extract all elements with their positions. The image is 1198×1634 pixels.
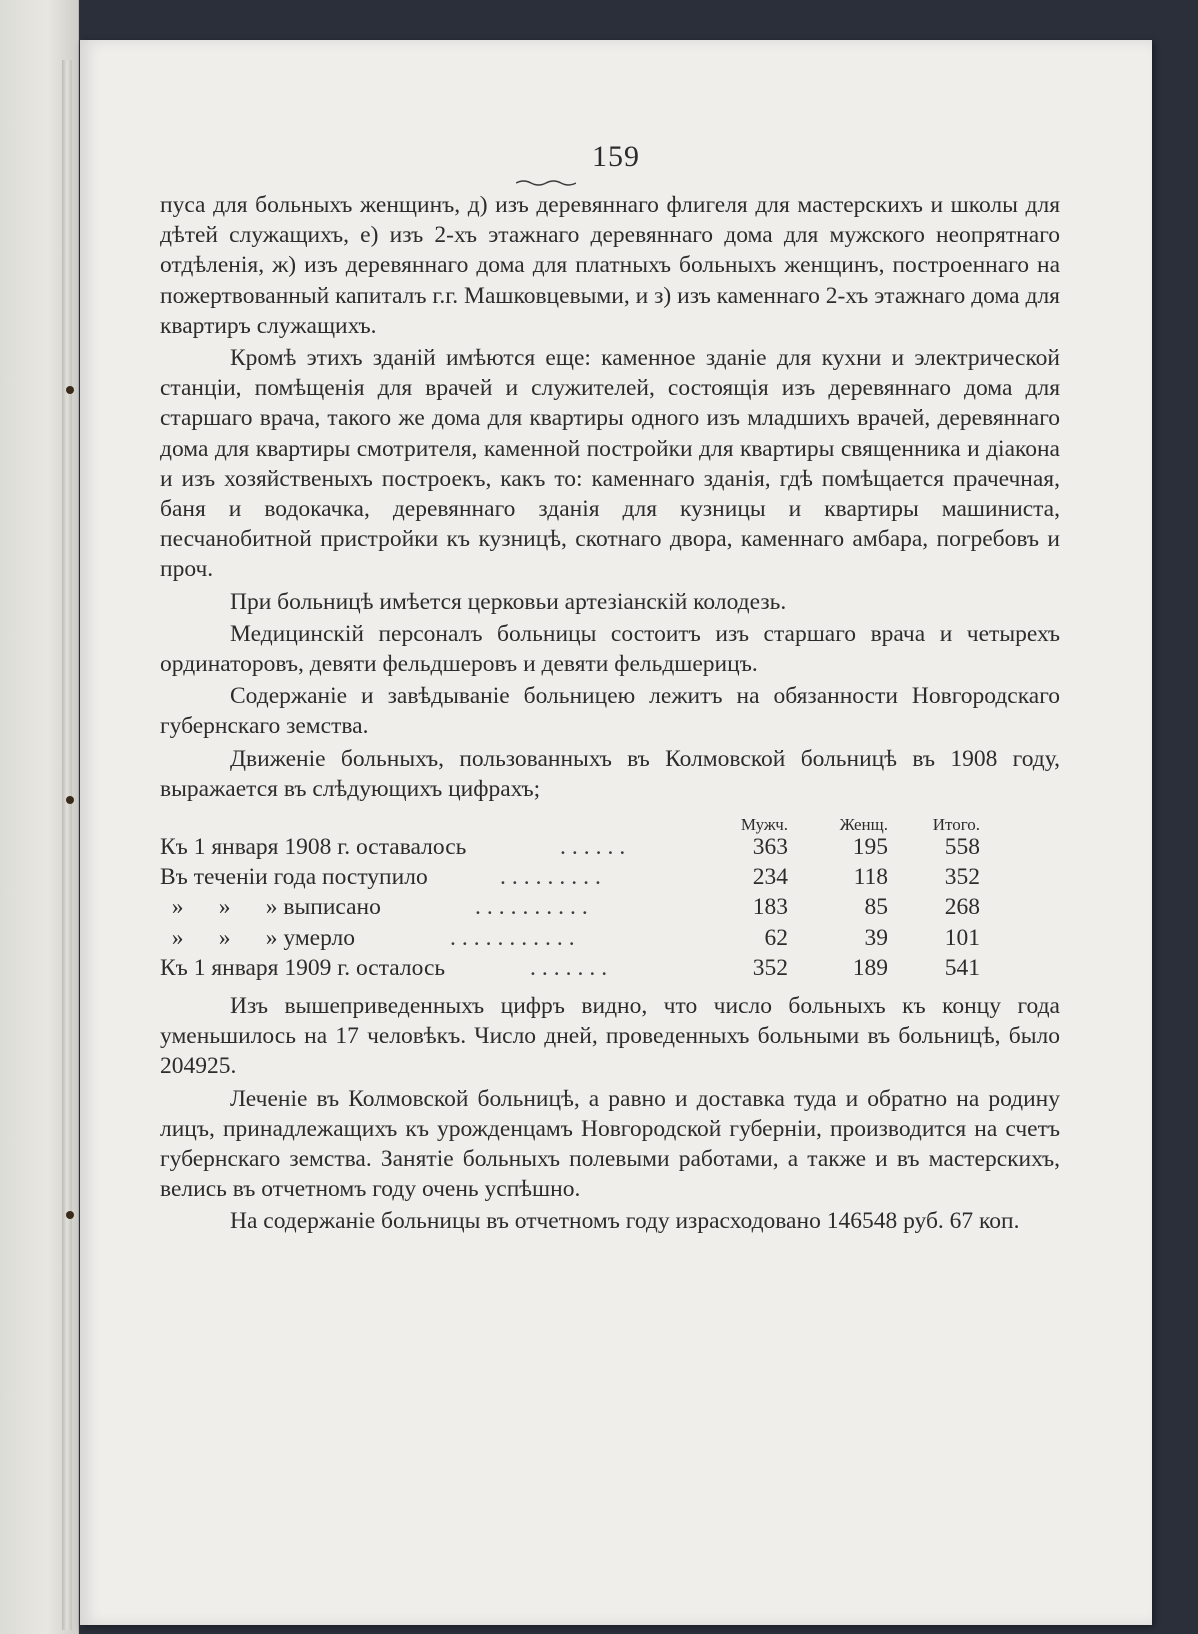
row-label: Къ 1 января 1908 г. оставалось <box>160 834 467 861</box>
paragraph: При больницѣ имѣется церковьи артезіанскій колодезь. <box>230 588 787 615</box>
cell-total: 558 <box>944 834 980 861</box>
paragraph: Движеніе больныхъ, пользованныхъ въ Колмовской больницѣ въ 1908 году, выражается въ слѣдующихъ цифрахъ; <box>160 745 1060 802</box>
row-label: Къ 1 января 1909 г. осталось <box>160 954 446 981</box>
row-label: Въ теченіи года поступило <box>160 864 428 891</box>
row-leader-dots: ........... <box>450 924 581 951</box>
patient-movement-table <box>160 806 1060 983</box>
paragraph: На содержаніе больницы въ отчетномъ году израсходовано 146548 руб. 67 коп. <box>230 1208 1020 1235</box>
paragraph: Леченіе въ Колмовской больницѣ, а равно и доставка туда и обратно на родину лицъ, принадлежащихъ къ урожденцамъ Новгородской губерніи, производится на счетъ губернскаго земства. Занятіе больныхъ полевыми работами, а также и въ мастерскихъ, велись въ отчетномъ году очень успѣшно. <box>160 1085 1060 1203</box>
cell-female: 39 <box>864 924 888 951</box>
header-male: Мужч. <box>740 815 788 835</box>
row-label: » » » выписано <box>160 894 381 921</box>
cell-female: 189 <box>852 954 888 981</box>
binding-hole <box>66 1211 74 1219</box>
page-number-ornament <box>516 179 576 187</box>
body-text <box>160 190 1060 1237</box>
row-leader-dots: ....... <box>530 954 614 981</box>
paragraph: пуса для больныхъ женщинъ, д) изъ деревяннаго флигеля для мастерскихъ и школы для дѣтей служащихъ, е) изъ 2-хъ этажнаго деревяннаго дома для мужского неопрятнаго отдѣленія, ж) изъ деревяннаго дома для платныхъ больныхъ женщинъ, построеннаго на пожертвованный капиталъ г.г. Машковцевыми, и з) изъ каменнаго 2-хъ этажнаго дома для квартиръ служащихъ. <box>160 192 1060 339</box>
binding-hole <box>66 386 74 394</box>
cell-total: 352 <box>944 864 980 891</box>
cell-male: 234 <box>752 864 788 891</box>
header-female: Женщ. <box>839 815 888 835</box>
paragraph: Изъ вышеприведенныхъ цифръ видно, что число больныхъ къ концу года уменьшилось на 17 человѣкъ. Число дней, проведенныхъ больными въ больницѣ, было 204925. <box>160 993 1060 1080</box>
cell-total: 101 <box>944 924 980 951</box>
paragraph: Кромѣ этихъ зданій имѣются еще: каменное зданіе для кухни и электрической станціи, помѣщенія для врачей и служителей, состоящія изъ деревяннаго дома для старшаго врача, такого же дома для квартиры одного изъ младшихъ врачей, деревяннаго дома для квартиры смотрителя, каменной постройки для квартиры священника и діакона и изъ хозяйственыхъ построекъ, какъ то: каменнаго зданія, гдѣ помѣщается прачечная, баня и водокачка, деревяннаго зданія для кузницы и квартиры машиниста, песчанобитной пристройки къ кузницѣ, скотнаго двора, каменнаго амбара, погребовъ и проч. <box>160 345 1060 583</box>
table-row <box>160 832 1060 862</box>
cell-total: 268 <box>944 894 980 921</box>
cell-male: 352 <box>752 954 788 981</box>
binding-strip <box>62 60 72 1630</box>
cell-female: 85 <box>864 894 888 921</box>
page-number: 159 <box>592 140 640 173</box>
row-label: » » » умерло <box>160 924 356 951</box>
table-row <box>160 953 1060 983</box>
paragraph: Содержаніе и завѣдываніе больницею лежитъ на обязанности Новгородскаго губернскаго земства. <box>160 683 1060 740</box>
row-leader-dots: ...... <box>560 834 632 861</box>
cell-female: 118 <box>853 864 888 891</box>
table-header <box>160 806 1060 835</box>
cell-total: 541 <box>944 954 980 981</box>
binding-hole <box>66 796 74 804</box>
cell-female: 195 <box>852 834 888 861</box>
row-leader-dots: ......... <box>500 864 607 891</box>
cell-male: 363 <box>752 834 788 861</box>
cell-male: 62 <box>764 924 788 951</box>
table-row <box>160 923 1060 953</box>
cell-male: 183 <box>752 894 788 921</box>
paragraph: Медицинскій персоналъ больницы состоитъ изъ старшаго врача и четырехъ ординаторовъ, девяти фельдшеровъ и девяти фельдшерицъ. <box>160 620 1060 678</box>
header-total: Итого. <box>932 815 980 835</box>
table-row <box>160 892 1060 922</box>
table-row <box>160 862 1060 892</box>
row-leader-dots: .......... <box>475 894 594 921</box>
book-page <box>80 40 1152 1625</box>
